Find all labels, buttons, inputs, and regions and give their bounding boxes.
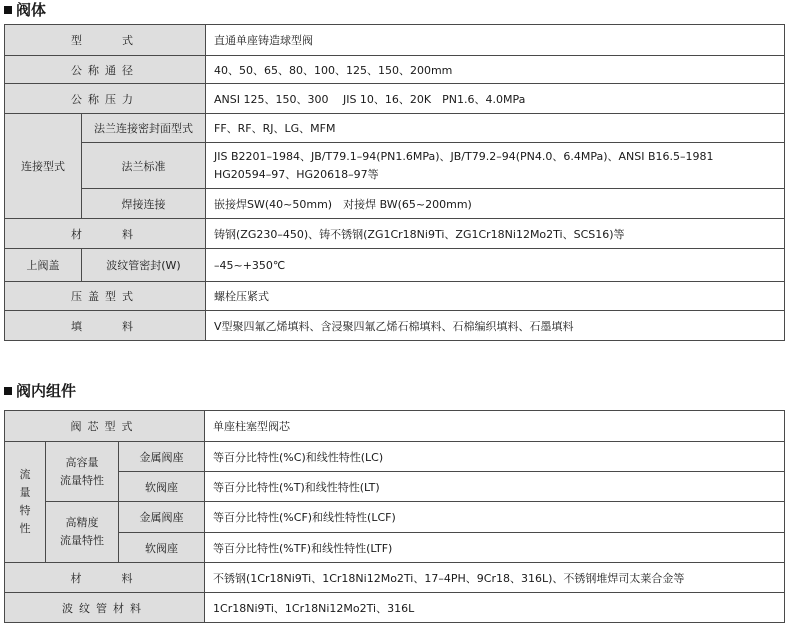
hc-soft-seat-value: 等百分比特性(%T)和线性特性(LT) [205,472,785,502]
soft-seat-label: 软阀座 [119,472,205,502]
connection-type-label: 连接型式 [5,114,82,219]
square-bullet-icon [4,387,12,395]
table-row [5,472,785,502]
hp-soft-seat-value: 等百分比特性(%TF)和线性特性(LTF) [205,533,785,563]
high-capacity-label: 高容量 流量特性 [46,442,119,502]
metal-seat-label: 金属阀座 [119,502,205,533]
packing-value: V型聚四氟乙烯填料、含浸聚四氟乙烯石棉填料、石棉编织填料、石墨填料 [206,311,785,341]
gland-type-label: 压盖型式 [5,282,206,311]
table-row [5,442,785,472]
table-row [5,189,785,219]
square-bullet-icon [4,6,12,14]
soft-seat-label: 软阀座 [119,533,205,563]
table-row [5,502,785,533]
bellows-material-value: 1Cr18Ni9Ti、1Cr18Ni12Mo2Ti、316L [205,593,785,623]
nominal-diameter-label: 公称通径 [5,56,206,84]
flange-standard-label: 法兰标准 [82,143,206,189]
high-precision-label: 高精度 流量特性 [46,502,119,563]
flow-characteristic-label: 流 量 特 性 [5,442,46,563]
flange-face-label: 法兰连接密封面型式 [82,114,206,143]
bonnet-label: 上阀盖 [5,249,82,282]
metal-seat-label: 金属阀座 [119,442,205,472]
table-row [5,114,785,143]
type-value: 直通单座铸造球型阀 [206,25,785,56]
bellows-seal-value: –45~+350℃ [206,249,785,282]
valve-body-spec-table [4,24,785,341]
material-label: 材 料 [5,219,206,249]
flange-standard-line-1: JIS B2201–1984、JB/T79.1–94(PN1.6MPa)、JB/T79.2–94(PN4.0、6.4MPa)、ANSI B16.5–1981 [214,149,714,163]
bellows-material-label: 波纹管材料 [5,593,205,623]
table-row [5,25,785,56]
table-row [5,56,785,84]
table-row [5,282,785,311]
flange-standard-value [206,143,785,189]
plug-type-value: 单座柱塞型阀芯 [205,411,785,442]
hc-metal-seat-value: 等百分比特性(%C)和线性特性(LC) [205,442,785,472]
material-value: 铸钢(ZG230–450)、铸不锈钢(ZG1Cr18Ni9Ti、ZG1Cr18Ni12Mo2Ti、SCS16)等 [206,219,785,249]
nominal-pressure-value: ANSI 125、150、300 JIS 10、16、20K PN1.6、4.0MPa [206,84,785,114]
trim-material-label: 材 料 [5,563,205,593]
weld-connection-value: 嵌接焊SW(40~50mm) 对接焊 BW(65~200mm) [206,189,785,219]
table-row [5,311,785,341]
flange-face-value: FF、RF、RJ、LG、MFM [206,114,785,143]
nominal-diameter-value: 40、50、65、80、100、125、150、200mm [206,56,785,84]
section-title-valve-body: 阀体 [4,0,46,20]
type-label: 型 式 [5,25,206,56]
trim-material-value: 不锈钢(1Cr18Ni9Ti、1Cr18Ni12Mo2Ti、17–4PH、9Cr18、316L)、不锈钢堆焊司太莱合金等 [205,563,785,593]
nominal-pressure-label: 公称压力 [5,84,206,114]
table-row [5,563,785,593]
gland-type-value: 螺栓压紧式 [206,282,785,311]
table-row [5,143,785,189]
trim-spec-table [4,410,785,623]
table-row [5,84,785,114]
section-title-trim: 阀内组件 [4,381,76,401]
table-row [5,533,785,563]
weld-connection-label: 焊接连接 [82,189,206,219]
packing-label: 填 料 [5,311,206,341]
table-row [5,249,785,282]
hp-metal-seat-value: 等百分比特性(%CF)和线性特性(LCF) [205,502,785,533]
bellows-seal-label: 波纹管密封(W) [82,249,206,282]
table-row [5,411,785,442]
plug-type-label: 阀芯型式 [5,411,205,442]
flange-standard-line-2: HG20594–97、HG20618–97等 [214,167,379,181]
table-row [5,219,785,249]
table-row [5,593,785,623]
